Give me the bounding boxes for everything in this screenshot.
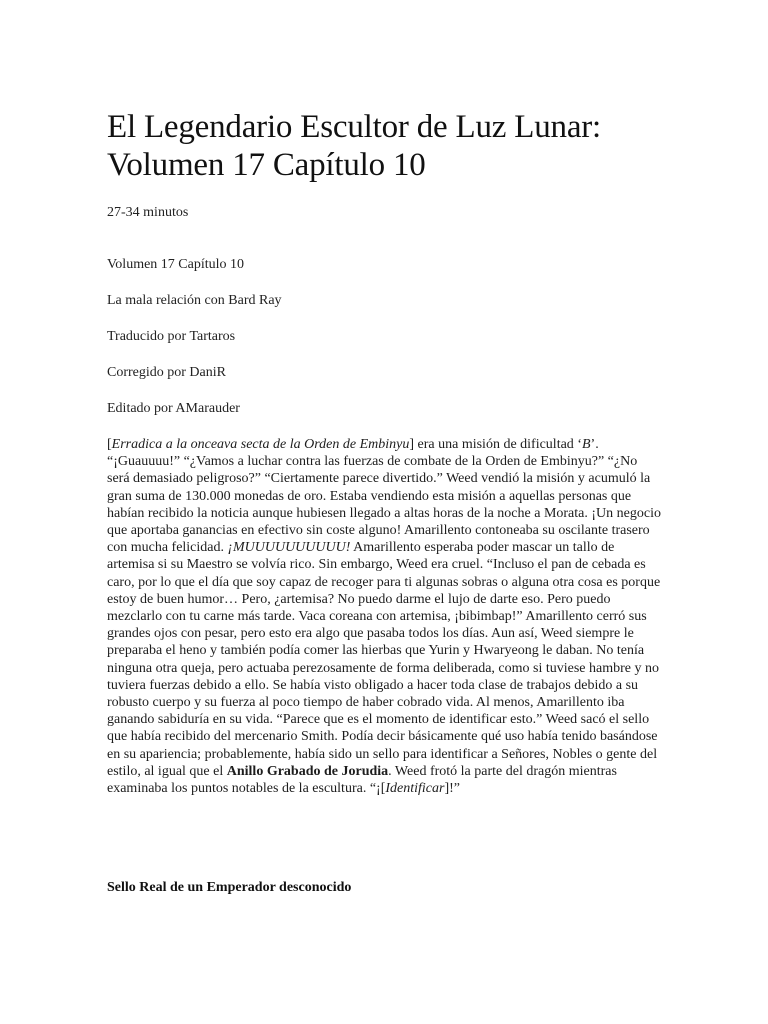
difficulty-grade: B (581, 437, 591, 452)
document-page (107, 108, 663, 811)
section-heading: Sello Real de un Emperador desconocido (107, 880, 352, 895)
body-text-segment: ]!” (444, 781, 461, 797)
body-text-segment: . Weed frotó la parte del dragón mientras examinaba los puntos notables de la escultura. “¡[ (107, 763, 617, 797)
page-title-line-1: El Legendario Escultor de Luz Lunar: (107, 109, 602, 145)
chapter-subtitle: La mala relación con Bard Ray (107, 293, 282, 308)
body-text-segment: Amarillento esperaba poder mascar un tallo de artemisa si su Maestro se volvía rico. Sin embargo, Weed era cruel. “Incluso el pan de cebada es caro, por lo que el día que soy capaz de recoger para ti algunas sobras o alguna otra cosa es porque estoy de buen humor… Pero, ¿artemisa? No puedo darme el lujo de darte eso. Pero puedo mezclarlo con tu carne más tarde. Vaca coreana con artemisa, ¡bibimbap!” Amarillento cerró sus grandes ojos con pesar, pero esto era algo que pasaba todos los días. Aun así, Weed siempre le preparaba el heno y también podía comer las hierbas que Yurin y Hwaryeong le daban. No tenía ninguna otra queja, pero actuaba perezosamente de forma deliberada, como si tuviese hambre y no tuviera fuerzas debido a ello. Se había visto obligado a hacer toda clase de trabajos debido a su robusto cuerpo y su fuerza al poco tiempo de haber cobrado vida. Al menos, Amarillento iba ganando sabiduría en su vida. “Parece que es el momento de identificar esto.” Weed sacó el sello que había recibido del mercenario Smith. Podía decir básicamente qué uso había tenido basándose en su apariencia; probablemente, había sido un sello para identificar a Señores, Nobles o gente del estilo, al igual que el (107, 540, 661, 779)
corrector-credit: Corregido por DaniR (107, 365, 226, 380)
volume-chapter-label: Volumen 17 Capítulo 10 (107, 257, 245, 272)
editor-credit: Editado por AMarauder (107, 401, 240, 416)
ring-item-name: Anillo Grabado de Jorudia (226, 763, 389, 779)
body-text-segment: ’. “¡Guauuuu!” “¿Vamos a luchar contra las fuerzas de combate de la Orden de Embinyu?” “¿No será demasiado peligroso?” “Ciertamente parece divertido.” Weed vendió la misión y acumuló la gran suma de 130.000 monedas de oro. Estaba vendiendo esta misión a aquellas personas que habían recibido la noticia aunque hubiesen llegado a altas horas de la noche a Morata. ¡Un negocio que aportaba ganancias en efectivo sin coste alguno! Amarillento contoneaba su oscilante trasero con mucha felicidad. (107, 437, 661, 556)
body-text-segment: ] era una misión de dificultad ‘ (409, 437, 582, 452)
reading-duration: 27-34 minutos (107, 205, 189, 220)
quest-name: Erradica a la onceava secta de la Orden de Embinyu (111, 437, 410, 452)
page-title-line-2: Volumen 17 Capítulo 10 (107, 147, 426, 183)
page-title (107, 108, 663, 184)
moo-exclamation: ¡MUUUUUUUUUU! (227, 540, 351, 556)
translator-credit: Traducido por Tartaros (107, 329, 236, 344)
skill-name: Identificar (385, 781, 445, 797)
body-paragraph: [Erradica a la onceava secta de la Orden de Embinyu] era una misión de dificultad ‘B’. “¡Guauuuu!” “¿Vamos a luchar contra las fuerzas de combate de la Orden de Embinyu?” “¿No será demasiado peligroso?” “Ciertamente parece divertido.” Weed vendió la misión y acumuló la gran suma de 130.000 monedas de oro. Estaba vendiendo esta misión a aquellas personas que habían recibido la noticia aunque hubiesen llegado a altas horas de la noche a Morata. ¡Un negocio que aportaba ganancias en efectivo sin coste alguno! Amarillento contoneaba su oscilante trasero con mucha felicidad. ¡MUUUUUUUUUU! Amarillento esperaba poder mascar un tallo de artemisa si su Maestro se volvía rico. Sin embargo, Weed era cruel. “Incluso el pan de cebada es caro, por lo que el día que soy capaz de recoger para ti algunas sobras o alguna otra cosa es porque estoy de buen humor… Pero, ¿artemisa? No puedo darme el lujo de darte eso. Pero puedo mezclarlo con tu carne más tarde. Vaca coreana con artemisa, ¡bibimbap!” Amarillento cerró sus grandes ojos con pesar, pero esto era algo que pasaba todos los días. Aun así, Weed siempre le preparaba el heno y también podía comer las hierbas que Yurin y Hwaryeong le daban. No tenía ninguna otra queja, pero actuaba perezosamente de forma deliberada, como si tuviese hambre y no tuviera fuerzas debido a ello. Se había visto obligado a hacer toda clase de trabajos debido a su robusto cuerpo y su fuerza al poco tiempo de haber cobrado vida. Al menos, Amarillento iba ganando sabiduría en su vida. “Parece que es el momento de identificar esto.” Weed sacó el sello que había recibido del mercenario Smith. Podía decir básicamente qué uso había tenido basándose en su apariencia; probablemente, había sido un sello para identificar a Señores, Nobles o gente del estilo, al igual que el Anillo Grabado de Jorudia. Weed frotó la parte del dragón mientras examinaba los puntos notables de la escultura. “¡[Identificar]!” (107, 437, 661, 797)
